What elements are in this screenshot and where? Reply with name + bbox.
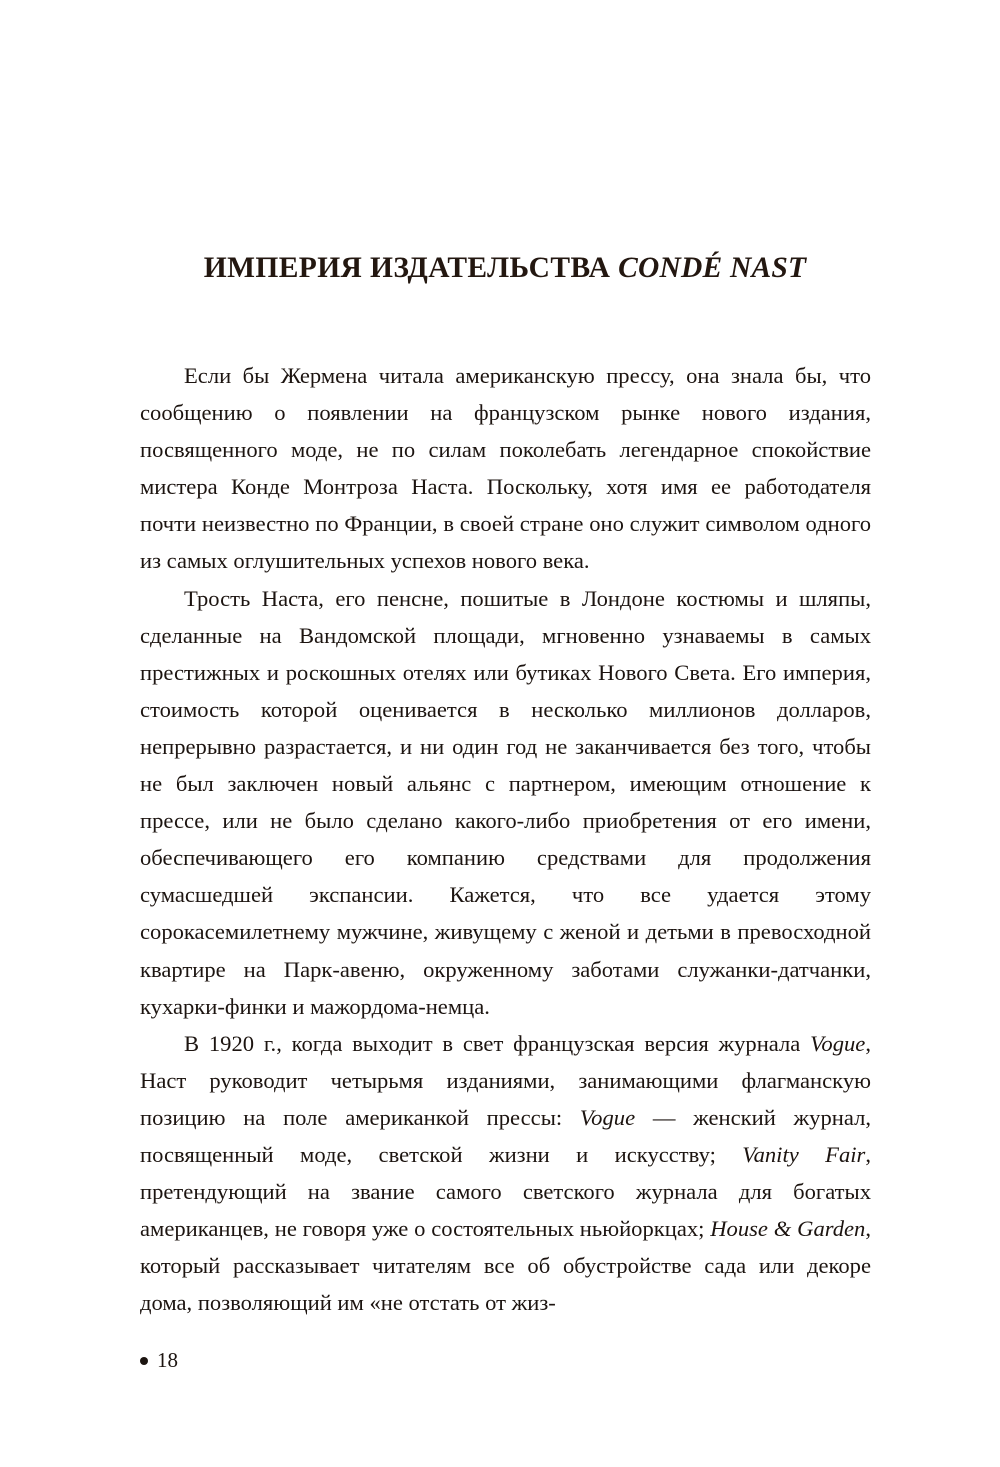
text-run: , Наст руководит четырьмя изданиями, занимающими флагманскую позицию на поле американкой прессы:: [140, 1030, 871, 1130]
chapter-title-cyrillic: ИМПЕРИЯ ИЗДАТЕЛЬСТВА: [203, 251, 611, 284]
text-run: — женский журнал, посвященный моде, светской жизни и искусству;: [140, 1104, 871, 1167]
chapter-title-latin: CONDÉ NAST: [618, 251, 807, 284]
magazine-name-vogue-2: Vogue: [579, 1104, 636, 1130]
paragraph-2: Трость Наста, его пенсне, пошитые в Лондоне костюмы и шляпы, сделанные на Вандомской площади, мгновенно узнаваемы в самых престижных и роскошных отелях или бутиках Нового Света. Его империя, стоимость которой оценивается в несколько миллионов долларов, непрерывно разрастается, и ни один год не заканчивается без того, чтобы не был заключен новый альянс с партнером, имеющим отношение к прессе, или не было сделано какого-либо приобретения от его имени, обеспечивающего его компанию средствами для продолжения сумасшедшей экспансии. Кажется, что все удается этому сорокасемилетнему мужчине, живущему с женой и детьми в превосходной квартире на Парк-авеню, окруженному заботами служанки-датчанки, кухарки-финки и мажордома-немца.: [140, 585, 871, 1019]
magazine-name-vanity-fair: Vanity Fair: [742, 1141, 866, 1167]
bullet-dot-icon: [140, 1357, 148, 1365]
page-folio: [140, 1350, 178, 1371]
page-number: 18: [157, 1348, 178, 1372]
text-run: , который рассказывает читателям все об обустройстве сада или декоре дома, позволяющий им «не отстать от жиз-: [140, 1216, 871, 1316]
body-text-block: [140, 357, 871, 1321]
paragraph-1: Если бы Жермена читала американскую прессу, она знала бы, что сообщению о появлении на французском рынке нового издания, посвященного моде, не по силам поколебать легендарное спокойствие мистера Конде Монтроза Наста. Поскольку, хотя имя ее работодателя почти неизвестно по Франции, в своей стране оно служит символом одного из самых оглушительных успехов нового века.: [140, 363, 871, 574]
magazine-name-house-and-garden: House & Garden: [710, 1216, 866, 1242]
paragraph-3: [140, 1025, 871, 1322]
magazine-name-vogue: Vogue: [810, 1030, 866, 1056]
page-title: [140, 252, 870, 286]
text-run: В 1920 г., когда выходит в свет французская версия журнала: [184, 1030, 811, 1056]
text-run: , претендующий на звание самого светского журнала для богатых американцев, не говоря уже о состоятельных ньюйоркцах;: [140, 1141, 871, 1242]
